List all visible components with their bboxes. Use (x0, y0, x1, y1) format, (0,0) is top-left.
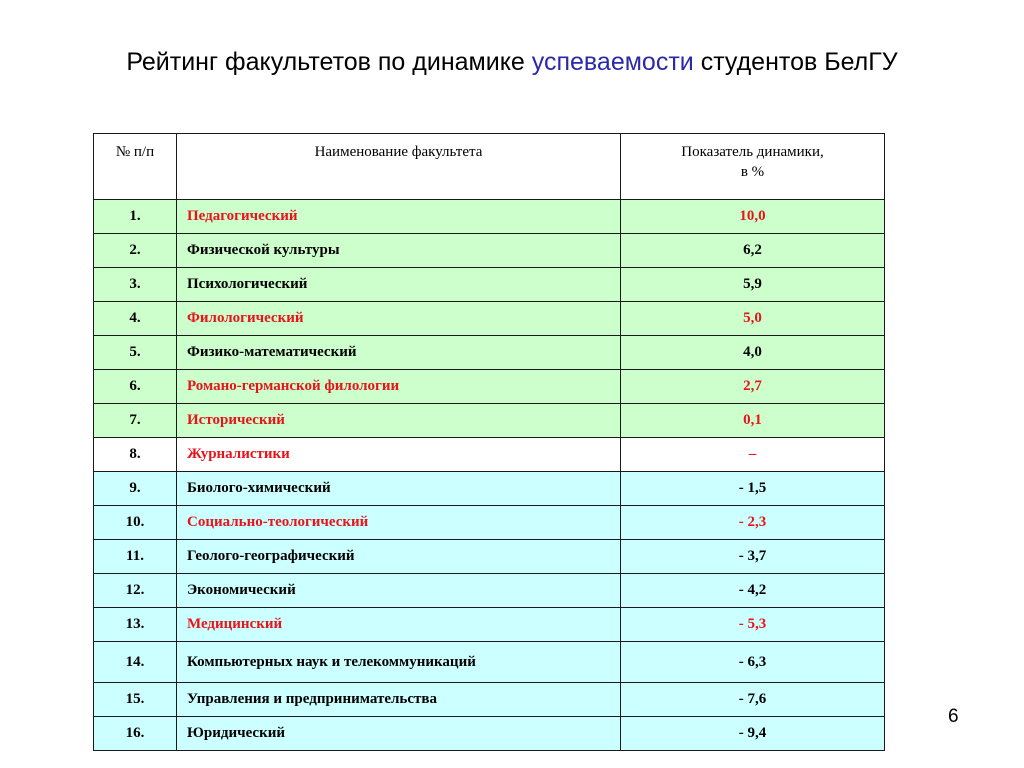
dynamics-value: 4,0 (621, 336, 885, 370)
row-number: 3. (94, 268, 177, 302)
table-row (94, 336, 885, 370)
faculty-name: Компьютерных наук и телекоммуникаций (177, 642, 621, 683)
table-row (94, 268, 885, 302)
table-row (94, 302, 885, 336)
table-row (94, 683, 885, 717)
dynamics-value: 5,0 (621, 302, 885, 336)
faculty-name: Физико-математический (177, 336, 621, 370)
dynamics-value: – (621, 438, 885, 472)
faculty-name: Журналистики (177, 438, 621, 472)
table-row (94, 574, 885, 608)
faculty-name: Педагогический (177, 200, 621, 234)
faculty-rating-table (93, 133, 885, 751)
table-row (94, 506, 885, 540)
row-number: 4. (94, 302, 177, 336)
faculty-name: Романо-германской филологии (177, 370, 621, 404)
header-faculty-name: Наименование факультета (177, 134, 621, 200)
dynamics-value: - 9,4 (621, 717, 885, 751)
title-part-2: студентов БелГУ (693, 48, 898, 76)
dynamics-value: 0,1 (621, 404, 885, 438)
row-number: 16. (94, 717, 177, 751)
row-number: 12. (94, 574, 177, 608)
title-accent-word: успеваемости (531, 48, 694, 76)
row-number: 11. (94, 540, 177, 574)
dynamics-value: - 1,5 (621, 472, 885, 506)
table-row (94, 608, 885, 642)
row-number: 2. (94, 234, 177, 268)
dynamics-value: - 3,7 (621, 540, 885, 574)
faculty-name: Геолого-географический (177, 540, 621, 574)
row-number: 8. (94, 438, 177, 472)
page-number: 6 (948, 706, 959, 727)
row-number: 9. (94, 472, 177, 506)
faculty-name: Медицинский (177, 608, 621, 642)
table-row (94, 438, 885, 472)
table-row (94, 540, 885, 574)
title-part-1: Рейтинг факультетов по динамике (126, 48, 532, 76)
table-row (94, 234, 885, 268)
row-number: 5. (94, 336, 177, 370)
row-number: 13. (94, 608, 177, 642)
header-dynamics-line1: Показатель динамики, (681, 144, 824, 160)
header-dynamics-line2: в % (740, 164, 765, 180)
header-number: № п/п (94, 134, 177, 200)
dynamics-value: - 5,3 (621, 608, 885, 642)
table-row (94, 370, 885, 404)
dynamics-value: - 7,6 (621, 683, 885, 717)
table-header-row (94, 134, 885, 200)
dynamics-value: - 4,2 (621, 574, 885, 608)
faculty-name: Исторический (177, 404, 621, 438)
table-row (94, 472, 885, 506)
row-number: 15. (94, 683, 177, 717)
dynamics-value: - 6,3 (621, 642, 885, 683)
faculty-name: Биолого-химический (177, 472, 621, 506)
dynamics-value: 10,0 (621, 200, 885, 234)
faculty-name: Управления и предпринимательства (177, 683, 621, 717)
table-row (94, 717, 885, 751)
table-row (94, 642, 885, 683)
faculty-name: Социально-теологический (177, 506, 621, 540)
table-row (94, 200, 885, 234)
faculty-name: Физической культуры (177, 234, 621, 268)
faculty-name: Психологический (177, 268, 621, 302)
row-number: 14. (94, 642, 177, 683)
row-number: 7. (94, 404, 177, 438)
row-number: 10. (94, 506, 177, 540)
dynamics-value: - 2,3 (621, 506, 885, 540)
table-row (94, 404, 885, 438)
row-number: 6. (94, 370, 177, 404)
dynamics-value: 2,7 (621, 370, 885, 404)
faculty-name: Филологический (177, 302, 621, 336)
slide-title (0, 48, 1024, 77)
row-number: 1. (94, 200, 177, 234)
header-dynamics (621, 134, 885, 200)
dynamics-value: 6,2 (621, 234, 885, 268)
faculty-name: Экономический (177, 574, 621, 608)
dynamics-value: 5,9 (621, 268, 885, 302)
faculty-name: Юридический (177, 717, 621, 751)
